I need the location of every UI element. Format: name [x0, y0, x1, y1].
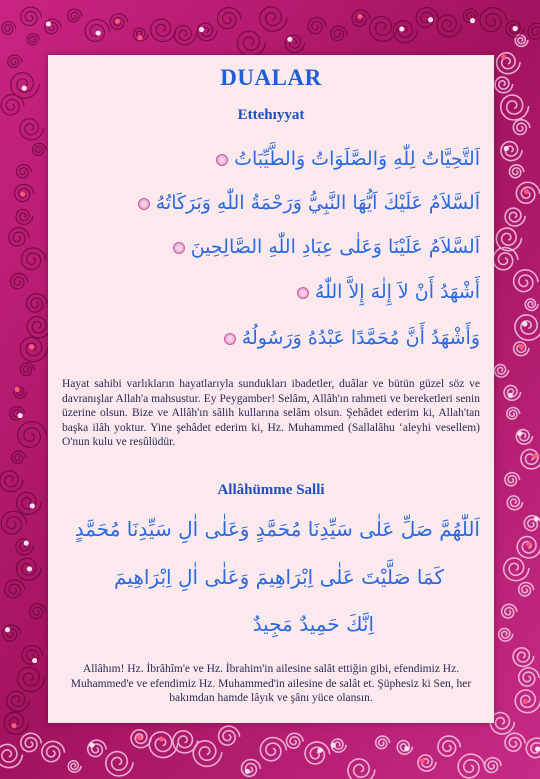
arabic-line: اَلسَّلاَمُ عَلَيْنَا وَعَلٰى عِبَادِ اللّٰهِ الصَّالِحِينَ: [171, 236, 480, 258]
arabic-line: اِنَّكَ حَمِيدٌ مَجِيدٌ: [252, 612, 374, 636]
verse-ornament-icon: [297, 287, 309, 299]
arabic-line: كَمَا صَلَّيْتَ عَلٰى اِبْرَاهِيمَ وَعَلٰى اٰلِ اِبْرَاهِيمَ: [113, 565, 444, 589]
verse-ornament-icon: [224, 333, 236, 345]
page-title: DUALAR: [220, 65, 322, 90]
translation-paragraph: Allâhım! Hz. İbrâhîm'e ve Hz. İbrahim'in ailesine salât ettiğin gibi, efendimiz Hz. Muhammed'e ve efendimiz Hz. Muhammed'in ailesine de salât et. Şüphesiz ki Sen, her bakımdan hamde lâyık ve şânı yüce olansın.: [70, 663, 472, 704]
verse-ornament-icon: [173, 242, 185, 254]
arabic-line: اَلتَّحِيَّاتُ لِلّٰهِ وَالصَّلَوَاتُ وَالطَّيِّبَاتُ: [214, 148, 480, 170]
arabic-line: أَشْهَدُ أَنْ لاَ إِلٰهَ إِلاَّ اللّٰهُ: [295, 281, 480, 303]
verse-ornament-icon: [216, 154, 228, 166]
content-panel: [48, 55, 494, 723]
section-heading-allahumme-salli: Allâhümme Salli: [217, 482, 325, 498]
section-heading-ettehiyyat: Ettehıyyat: [237, 107, 305, 123]
arabic-line: اَلسَّلاَمُ عَلَيْكَ اَيُّهَا النَّبِيُّ وَرَحْمَةُ اللّٰهِ وَبَرَكَاتُهُ: [136, 192, 480, 214]
translation-paragraph: Hayat sahibi varlıkların hayatlarıyla sundukları ibadetler, duâlar ve bütün güzel söz ve davranışlar Allah'a mahsustur. Ey Peygamber! Selâm, Allâh'ın rahmeti ve bereketleri senin üzerine olsun. Bize ve Allâh'ın sâlih kullarına selâm olsun. Şehâdet ederim ki, Allah'tan başka ilâh yoktur. Yine şehâdet ederim ki, Hz. Muhammed (Sallalâhu ʻaleyhi vesellem) O'nun kulu ve resûlüdür.: [62, 378, 480, 448]
arabic-line: اَللّٰهُمَّ صَلِّ عَلٰى سَيِّدِنَا مُحَمَّدٍ وَعَلٰى اٰلِ سَيِّدِنَا مُحَمَّدٍ: [74, 517, 480, 541]
arabic-line: وَأَشْهَدُ أَنَّ مُحَمَّدًا عَبْدُهُ وَرَسُولُهُ: [222, 327, 480, 349]
verse-ornament-icon: [138, 198, 150, 210]
